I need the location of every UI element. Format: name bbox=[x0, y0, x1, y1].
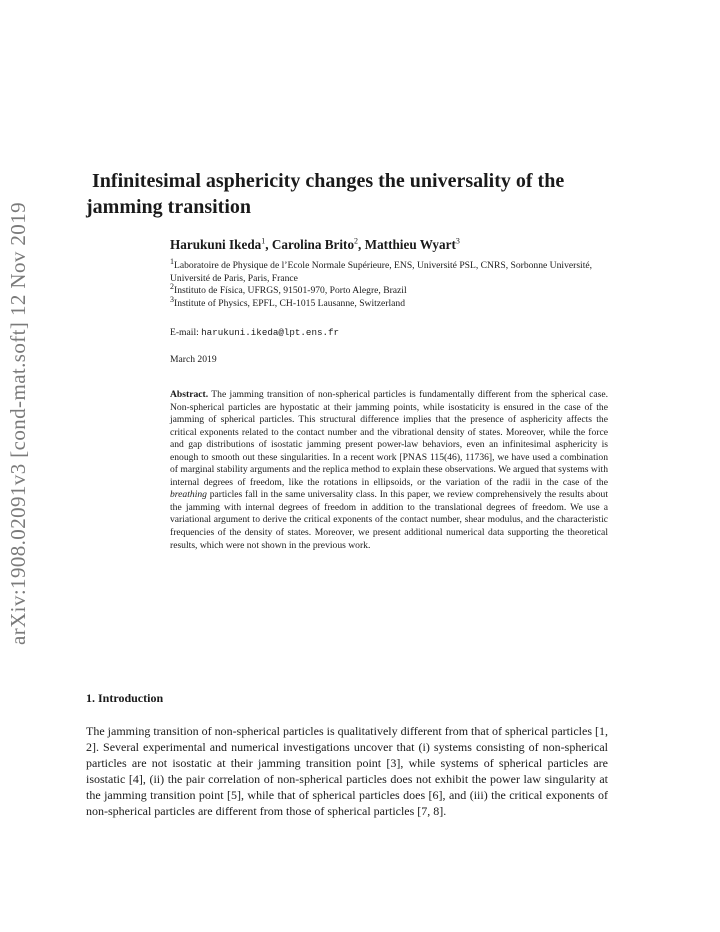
author-list bbox=[170, 237, 640, 253]
author-2: Carolina Brito$^2$, bbox=[271, 236, 365, 252]
paper-title: Infinitesimal asphericity changes the universality of the jamming transition bbox=[86, 170, 565, 218]
contact-email bbox=[170, 327, 339, 338]
affiliation-1: $^1$Laboratoire de Physique de l’Ecole Normale Supérieure, ENS, Université PSL, CNRS, Sorbonne Université, Université de Paris, Paris, France bbox=[170, 256, 593, 284]
paper-date: March 2019 bbox=[170, 354, 217, 365]
abstract-label: Abstract. bbox=[170, 389, 209, 400]
introduction-paragraph: The jamming transition of non-spherical particles is qualitatively different from that of spherical particles [1, 2]. Several experimental and numerical investigations uncover that (i) systems consisting of non-spherical particles are not isostatic at their jamming transition point [3], while systems of spherical particles are isostatic [4], (ii) the pair correlation of non-spherical particles does not exhibit the power law singularity at the jamming transition point [5], while that of spherical particles does [6], and (iii) the critical exponents of non-spherical particles are different from those of spherical particles [7, 8]. bbox=[86, 724, 608, 819]
abstract-text-part-1: The jamming transition of non-spherical particles is fundamentally different from the spherical case. Non-spherical particles are hypostatic at their jamming points, while isostaticity is ensured in the case of the jamming of spherical particles. This structural difference implies that the presence of asphericity affects the critical exponents related to the contact number and the vibrational density of states. Moreover, while the force and gap distributions of isostatic jamming present power-law behaviors, even an infinitesimal asphericity is enough to smooth out these singularities. In a recent work [PNAS 115(46), 11736], we have used a combination of marginal stability arguments and the replica method to explain these observations. We argued that systems with internal degrees of freedom, like the rotations in ellipsoids, or the variation of the radii in the case of the bbox=[170, 389, 609, 488]
abstract bbox=[170, 389, 608, 552]
email-address[interactable]: harukuni.ikeda@lpt.ens.fr bbox=[201, 327, 340, 338]
affiliation-2: $^2$Instituto de Física, UFRGS, 91501-970, Porto Alegre, Brazil bbox=[170, 282, 407, 297]
arxiv-identifier: arXiv:1908.02091v3 [cond-mat.soft] 12 Nov 2019 bbox=[6, 201, 30, 645]
author-3: Matthieu Wyart$^3$ bbox=[364, 236, 460, 252]
abstract-text-part-2: particles fall in the same universality class. In this paper, we review comprehensively the results about the jamming with internal degrees of freedom in addition to the translational degrees of freedom. We use a variational argument to derive the critical exponents of the contact number, shear modulus, and the characteristic frequencies of the density of states. Moreover, we present additional numerical data supporting the theoretical results, which were not shown in the previous work. bbox=[170, 489, 608, 551]
affiliation-3: $^3$Institute of Physics, EPFL, CH-1015 Lausanne, Switzerland bbox=[170, 294, 406, 309]
abstract-emphasis: breathing bbox=[170, 489, 207, 501]
author-1: Harukuni Ikeda$^1$, bbox=[170, 236, 272, 252]
section-heading-introduction: 1. Introduction bbox=[86, 691, 164, 705]
email-label: E-mail: bbox=[170, 327, 202, 338]
affiliation-list bbox=[170, 256, 630, 310]
